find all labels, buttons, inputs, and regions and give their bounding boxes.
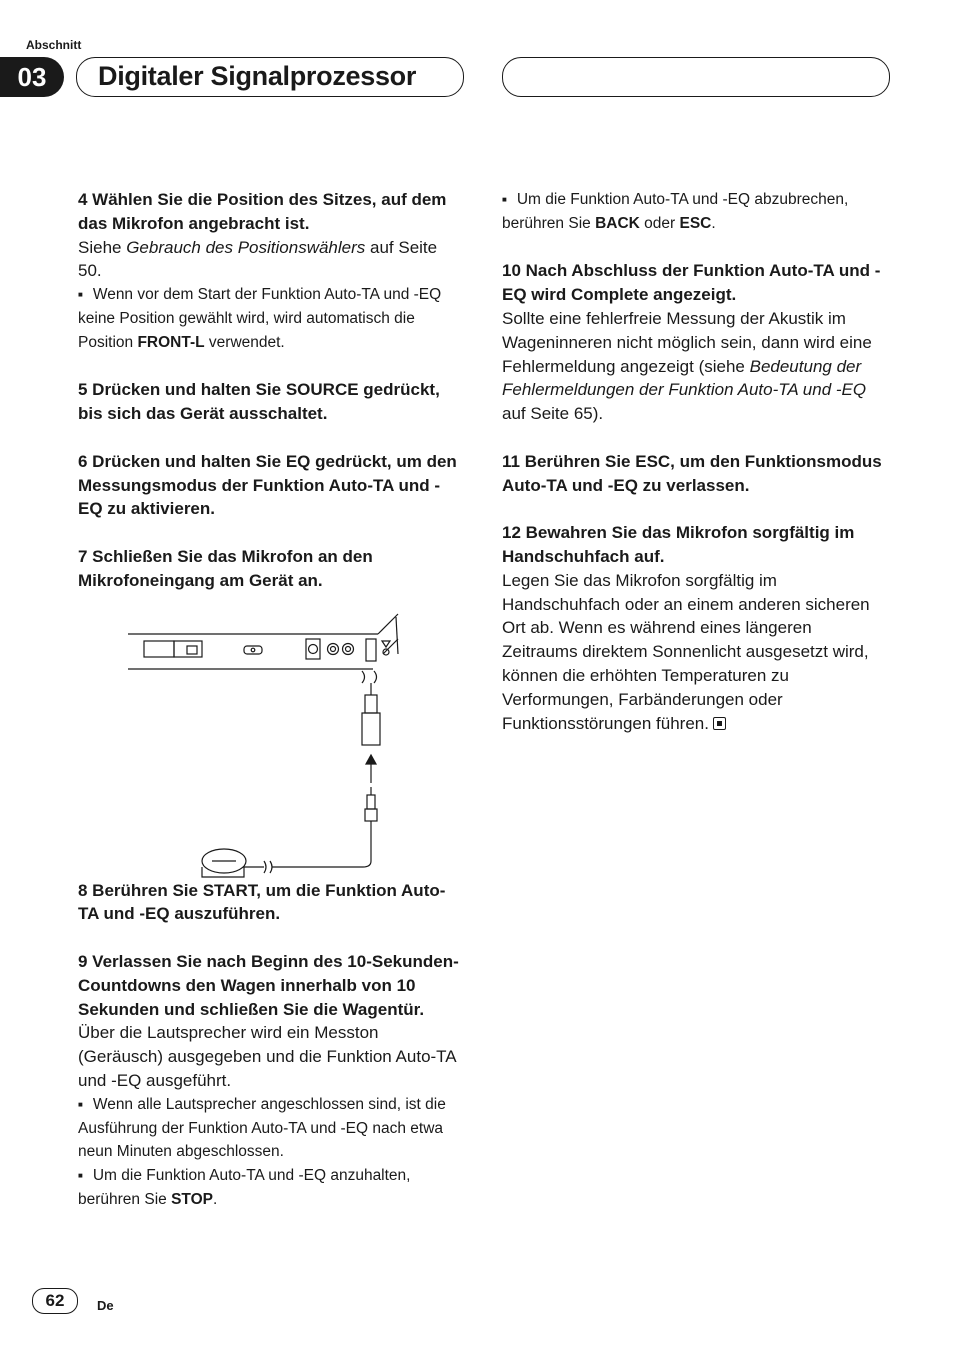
step-4-title: 4 Wählen Sie die Position des Sitzes, auf dem das Mikrofon angebracht ist.	[78, 190, 447, 233]
step-9-title: 9 Verlassen Sie nach Beginn des 10-Sekunden-Countdowns den Wagen innerhalb von 10 Sekunden und schließen Sie die Wagentür.	[78, 951, 459, 1019]
page-reference-link: Gebrauch des Positionswählers	[126, 237, 366, 257]
plug-body	[362, 713, 380, 745]
step-4-reference: Siehe Gebrauch des Positionswählers auf Seite 50.	[78, 237, 438, 281]
step-9-body: Über die Lautsprecher wird ein Messton (Geräusch) ausgegeben und die Funktion Auto-TA und -EQ ausgeführt.	[78, 1023, 456, 1090]
cable-break-2	[374, 671, 377, 683]
step-11-title: 11 Berühren Sie ESC, um den Funktionsmodus Auto-TA und -EQ zu verlassen.	[502, 451, 882, 495]
unit-side-edge	[396, 617, 398, 654]
section-number-badge: 03	[0, 57, 64, 97]
bullet-icon: ■	[78, 1171, 83, 1181]
language-code: De	[97, 1298, 114, 1313]
step-6-title: 6 Drücken und halten Sie EQ gedrückt, um den Messungsmodus der Funktion Auto-TA und -EQ zu aktivieren.	[78, 451, 457, 519]
microphone-cable	[272, 831, 371, 867]
unit-button-dot	[251, 648, 255, 652]
error-messages-reference: Bedeutung der Fehlermeldungen der Funktion Auto-TA und -EQ	[502, 356, 867, 400]
page-title: Digitaler Signalprozessor	[98, 61, 417, 91]
cable-break-1	[362, 671, 365, 683]
mic-input-socket	[366, 639, 376, 661]
step-12-title: 12 Bewahren Sie das Mikrofon sorgfältig im Handschuhfach auf.	[502, 523, 855, 566]
end-square-icon	[713, 717, 726, 730]
page-number: 62	[32, 1288, 78, 1314]
right-column	[502, 188, 888, 735]
step-7-title: 7 Schließen Sie das Mikrofon an den Mikrofoneingang am Gerät an.	[78, 546, 373, 590]
unit-button	[244, 646, 262, 654]
step-10-title: 10 Nach Abschluss der Funktion Auto-TA und -EQ wird Complete angezeigt.	[502, 261, 881, 305]
microphone-connection-diagram	[78, 599, 464, 879]
section-label: Abschnitt	[26, 38, 82, 52]
empty-header-frame	[502, 57, 890, 97]
step-9-note-1: ■ Wenn alle Lautsprecher angeschlossen sind, ist die Ausführung der Funktion Auto-TA und -EQ nach etwa neun Minuten abgeschlossen.	[78, 1095, 446, 1161]
mic-input-arrow	[382, 641, 390, 647]
arrow-head	[366, 755, 376, 764]
microphone-diagram-svg	[78, 599, 464, 879]
unit-corner-edge	[378, 614, 398, 634]
step-4-note: ■ Wenn vor dem Start der Funktion Auto-TA und -EQ keine Position gewählt wird, wird automatisch die Position FRONT-L verwendet.	[78, 286, 442, 351]
bullet-icon: ■	[78, 1099, 83, 1109]
bullet-icon: ■	[502, 195, 507, 204]
mic-input-marker	[383, 649, 389, 655]
step-9-note-2: ■ Um die Funktion Auto-TA und -EQ anzuhalten, berühren Sie STOP.	[78, 1167, 411, 1208]
rca-jack-right	[343, 643, 354, 654]
step-5-title: 5 Drücken und halten Sie SOURCE gedrückt, bis sich das Gerät ausschaltet.	[78, 380, 440, 424]
left-column	[78, 188, 464, 1212]
bullet-icon: ■	[78, 290, 83, 300]
rca-jack-left	[328, 643, 339, 654]
step-8-title: 8 Berühren Sie START, um die Funktion Auto-TA und -EQ auszuführen.	[78, 880, 446, 924]
jack-ring	[309, 644, 318, 653]
step-10-body: Sollte eine fehlerfreie Messung der Akustik im Wageninneren nicht möglich sein, dann wird eine Fehlermeldung angezeigt (siehe Bedeutung der Fehlermeldungen der Funktion Auto-TA und -EQ auf Seite 65).	[502, 308, 872, 424]
step-12-body: Legen Sie das Mikrofon sorgfältig im Handschuhfach oder an einem anderen sicheren Ort ab. Wenn es während eines längeren Zeitraums direktem Sonnenlicht ausgesetzt wird, können die erhöhten Temperaturen zu Verformungen, Farbänderungen oder Funktionsstörungen führen.	[502, 570, 870, 733]
connector-pin	[187, 646, 197, 654]
mic-plug-body	[365, 809, 377, 821]
power-connector	[144, 641, 174, 657]
abort-note: ■ Um die Funktion Auto-TA und -EQ abzubrechen, berühren Sie BACK oder ESC.	[502, 191, 849, 232]
